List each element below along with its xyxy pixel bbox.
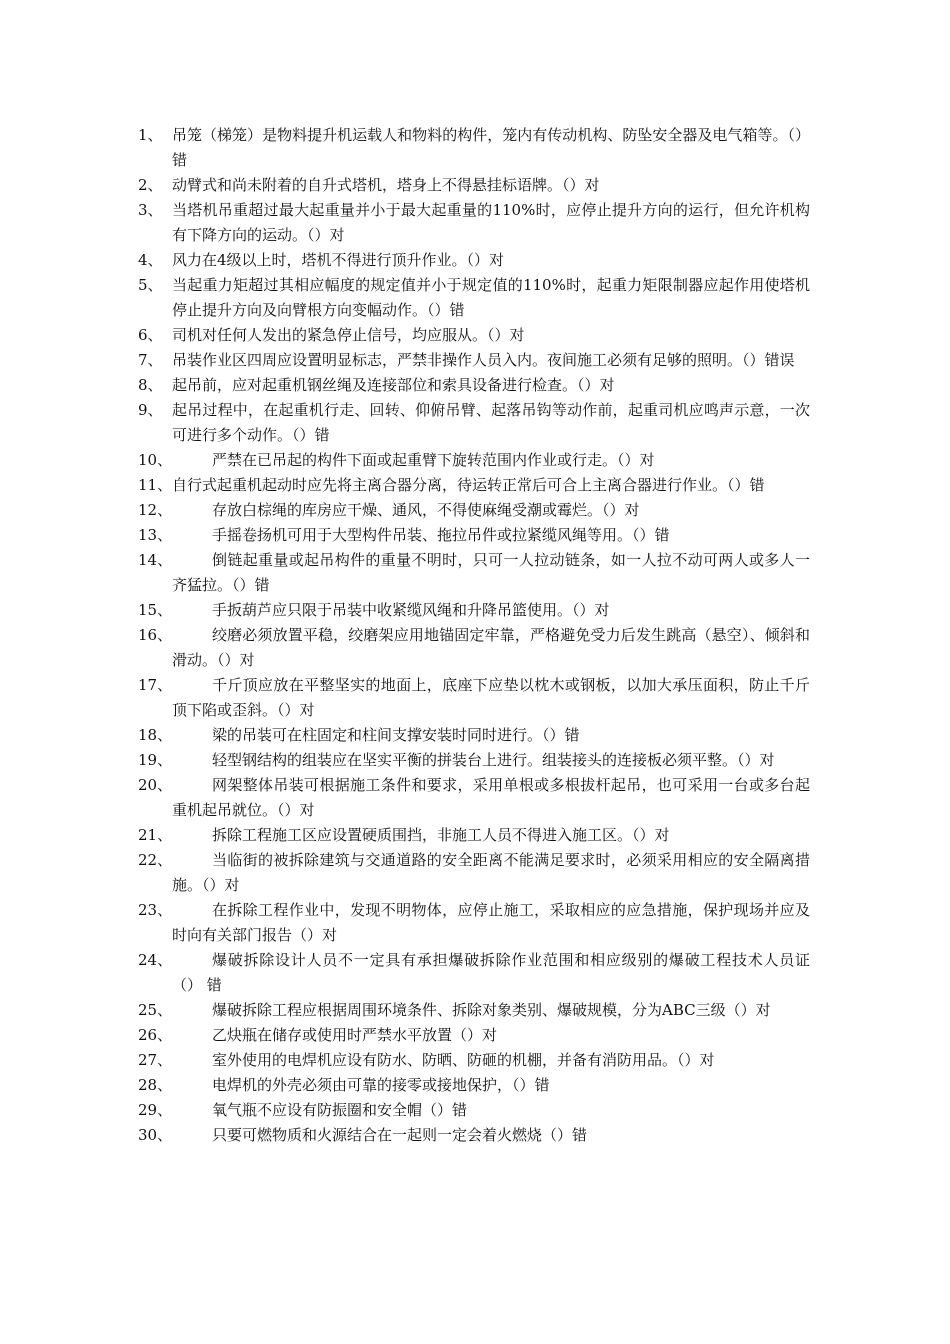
item-text: 只要可燃物质和火源结合在一起则一定会着火燃烧（）错 [212, 1126, 588, 1144]
item-text: 电焊机的外壳必须由可靠的接零或接地保护，（）错 [212, 1076, 550, 1094]
list-item [138, 248, 810, 273]
question-list [138, 123, 810, 1148]
item-number: 8、 [138, 376, 163, 394]
item-number: 3、 [138, 201, 163, 219]
item-text: 吊装作业区四周应设置明显标志，严禁非操作人员入内。夜间施工必须有足够的照明。（）错误 [172, 351, 795, 369]
item-text: 网架整体吊装可根据施工条件和要求，采用单根或多根拔杆起吊，也可采用一台或多台起重机起吊就位。（）对 [172, 776, 810, 819]
item-text: 在拆除工程作业中，发现不明物体，应停止施工，采取相应的应急措施，保护现场并应及时向有关部门报告（）对 [172, 901, 810, 944]
item-number: 18、 [138, 726, 173, 744]
item-text: 氧气瓶不应设有防振圈和安全帽（）错 [212, 1101, 468, 1119]
item-text: 梁的吊装可在柱固定和柱间支撑安装时同时进行。（）错 [212, 726, 580, 744]
item-text: 司机对任何人发出的紧急停止信号，均应服从。（）对 [172, 326, 525, 344]
item-text: 当起重力矩超过其相应幅度的规定值并小于规定值的110%时，起重力矩限制器应起作用使塔机停止提升方向及向臂根方向变幅动作。（）错 [172, 276, 810, 319]
item-number: 21、 [138, 826, 173, 844]
list-item [138, 273, 810, 323]
item-text: 乙炔瓶在储存或使用时严禁水平放置（）对 [212, 1026, 498, 1044]
list-item [138, 623, 810, 673]
item-text: 轻型钢结构的组装应在坚实平衡的拼装台上进行。组装接头的连接板必须平整。（）对 [212, 751, 775, 769]
item-number: 9、 [138, 401, 163, 419]
list-item [138, 348, 810, 373]
list-item [138, 848, 810, 898]
list-item [138, 523, 810, 548]
item-text: 千斤顶应放在平整坚实的地面上，底座下应垫以枕木或钢板，以加大承压面积，防止千斤顶下陷或歪斜。（）对 [172, 676, 810, 719]
item-number: 23、 [138, 901, 173, 919]
item-text: 风力在4级以上时，塔机不得进行顶升作业。（）对 [172, 251, 505, 269]
list-item [138, 723, 810, 748]
item-number: 25、 [138, 1001, 173, 1019]
list-item [138, 198, 810, 248]
list-item [138, 1098, 810, 1123]
item-text: 动臂式和尚未附着的自升式塔机，塔身上不得悬挂标语牌。（）对 [172, 176, 600, 194]
item-number: 4、 [138, 251, 163, 269]
list-item [138, 373, 810, 398]
item-text: 手扳葫芦应只限于吊装中收紧缆风绳和升降吊篮使用。（）对 [212, 601, 610, 619]
list-item [138, 473, 810, 498]
list-item [138, 448, 810, 473]
list-item [138, 123, 810, 173]
list-item [138, 773, 810, 823]
item-number: 26、 [138, 1026, 173, 1044]
list-item [138, 998, 810, 1023]
item-number: 29、 [138, 1101, 173, 1119]
list-item [138, 398, 810, 448]
item-text: 手摇卷扬机可用于大型构件吊装、拖拉吊件或拉紧缆风绳等用。（）错 [212, 526, 670, 544]
list-item [138, 1123, 810, 1148]
item-number: 20、 [138, 776, 173, 794]
item-number: 19、 [138, 751, 173, 769]
item-number: 13、 [138, 526, 173, 544]
item-number: 6、 [138, 326, 163, 344]
item-number: 17、 [138, 676, 173, 694]
list-item [138, 1073, 810, 1098]
item-number: 10、 [138, 451, 173, 469]
list-item [138, 173, 810, 198]
list-item [138, 598, 810, 623]
list-item [138, 898, 810, 948]
item-number: 15、 [138, 601, 173, 619]
item-text: 严禁在已吊起的构件下面或起重臂下旋转范围内作业或行走。（）对 [212, 451, 655, 469]
list-item [138, 1023, 810, 1048]
item-text: 当临街的被拆除建筑与交通道路的安全距离不能满足要求时，必须采用相应的安全隔离措施。（）对 [172, 851, 810, 894]
item-text: 自行式起重机起动时应先将主离合器分离，待运转正常后可合上主离合器进行作业。（）错 [172, 476, 765, 494]
item-text: 当塔机吊重超过最大起重量并小于最大起重量的110%时，应停止提升方向的运行，但允许机构有下降方向的运动。（）对 [172, 201, 810, 244]
list-item [138, 823, 810, 848]
item-number: 16、 [138, 626, 173, 644]
item-number: 28、 [138, 1076, 173, 1094]
item-number: 1、 [138, 126, 163, 144]
item-text: 倒链起重量或起吊构件的重量不明时，只可一人拉动链条，如一人拉不动可两人或多人一齐猛拉。（）错 [172, 551, 810, 594]
item-number: 2、 [138, 176, 163, 194]
item-text: 爆破拆除工程应根据周围环境条件、拆除对象类别、爆破规模，分为ABC三级（）对 [212, 1001, 771, 1019]
item-text: 吊笼（梯笼）是物料提升机运载人和物料的构件，笼内有传动机构、防坠安全器及电气箱等。（）错 [172, 126, 810, 169]
item-number: 11、 [138, 476, 173, 494]
list-item [138, 1048, 810, 1073]
list-item [138, 548, 810, 598]
list-item [138, 748, 810, 773]
item-number: 14、 [138, 551, 173, 569]
item-number: 7、 [138, 351, 163, 369]
item-text: 爆破拆除设计人员不一定具有承担爆破拆除作业范围和相应级别的爆破工程技术人员证（） 错 [172, 951, 810, 994]
list-item [138, 948, 810, 998]
item-text: 存放白棕绳的库房应干燥、通风，不得使麻绳受潮或霉烂。（）对 [212, 501, 640, 519]
item-number: 5、 [138, 276, 163, 294]
list-item [138, 323, 810, 348]
item-text: 室外使用的电焊机应设有防水、防晒、防砸的机棚，并备有消防用品。（）对 [212, 1051, 715, 1069]
item-text: 拆除工程施工区应设置硬质围挡，非施工人员不得进入施工区。（）对 [212, 826, 670, 844]
list-item [138, 498, 810, 523]
item-text: 起吊过程中，在起重机行走、回转、仰俯吊臂、起落吊钩等动作前，起重司机应鸣声示意，一次可进行多个动作。（）错 [172, 401, 810, 444]
item-number: 22、 [138, 851, 173, 869]
item-text: 绞磨必须放置平稳，绞磨架应用地锚固定牢靠，严格避免受力后发生跳高（悬空）、倾斜和滑动。（）对 [172, 626, 810, 669]
item-number: 12、 [138, 501, 173, 519]
item-number: 24、 [138, 951, 173, 969]
item-number: 27、 [138, 1051, 173, 1069]
item-number: 30、 [138, 1126, 173, 1144]
list-item [138, 673, 810, 723]
item-text: 起吊前，应对起重机钢丝绳及连接部位和索具设备进行检查。（）对 [172, 376, 615, 394]
